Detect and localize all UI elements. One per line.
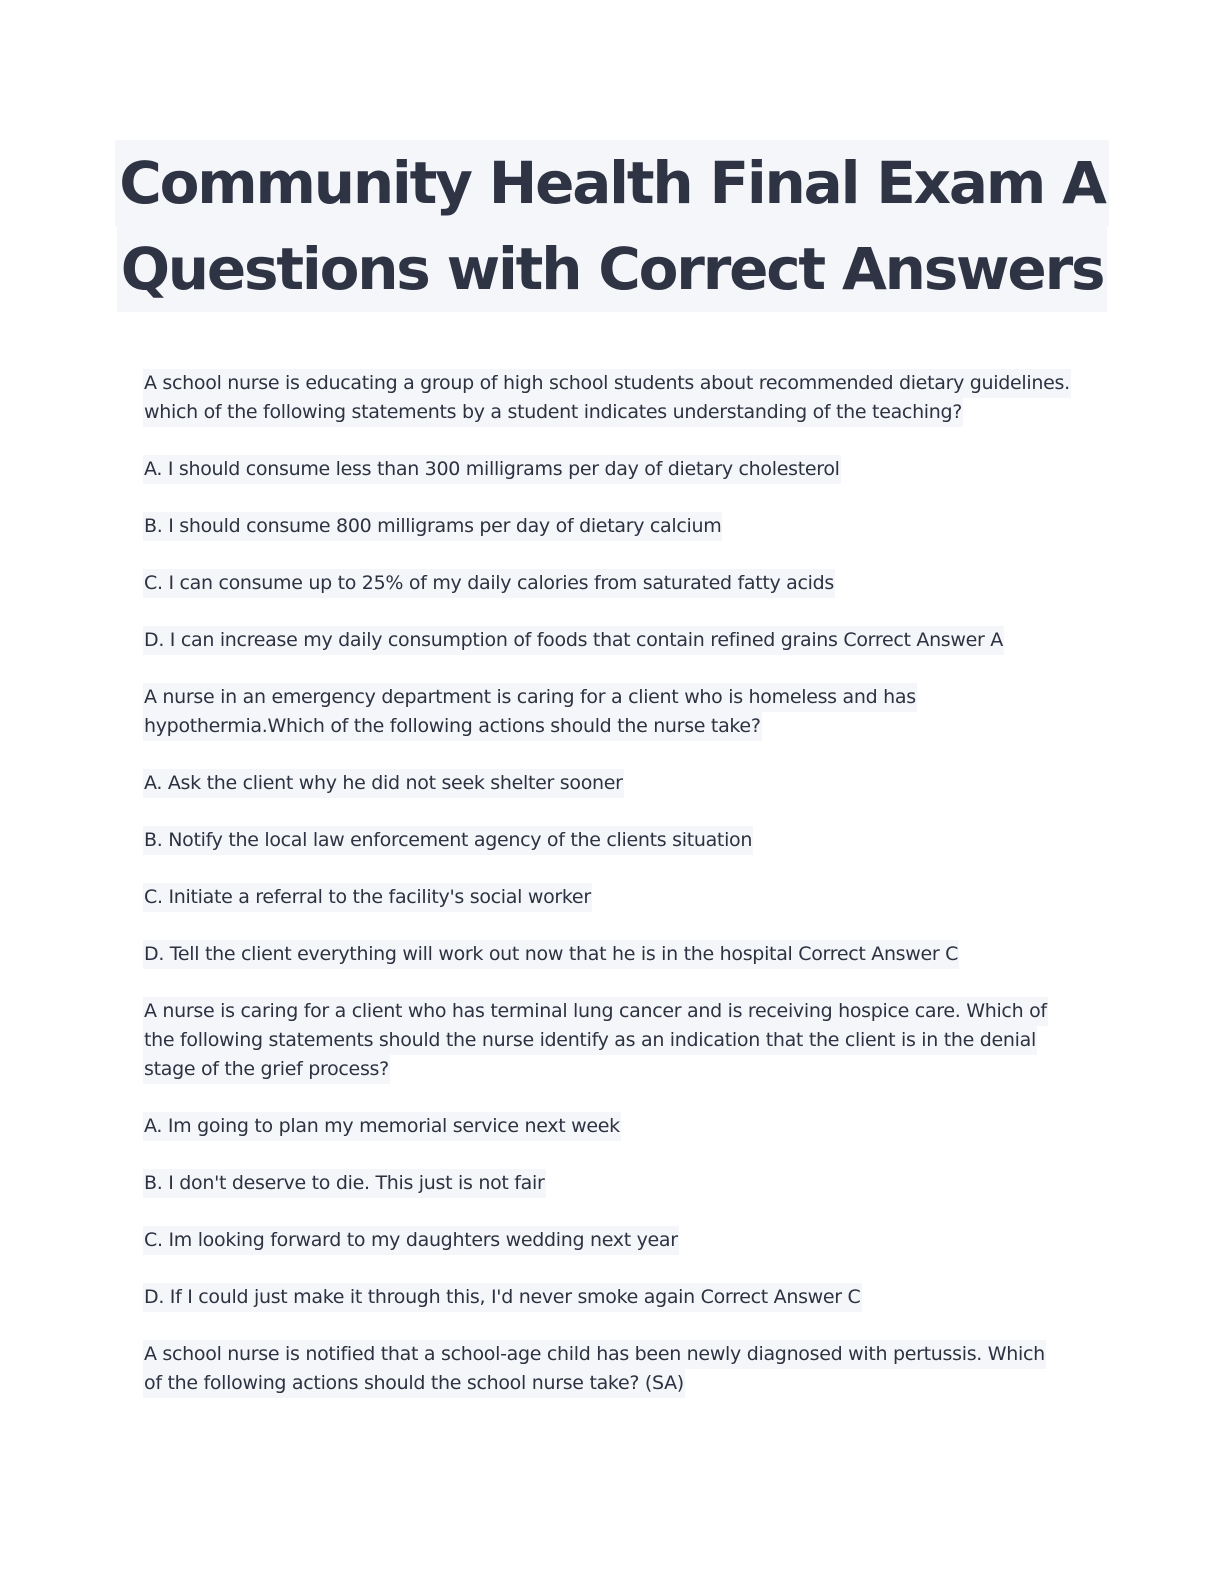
title-line-2: Questions with Correct Answers xyxy=(117,226,1108,312)
paragraph xyxy=(143,683,1078,741)
document-title xyxy=(0,140,1224,312)
paragraph-line: C. Initiate a referral to the facility's social worker xyxy=(143,883,592,912)
paragraph-line: A. Im going to plan my memorial service next week xyxy=(143,1112,621,1141)
paragraph-line: D. If I could just make it through this, I'd never smoke again Correct Answer C xyxy=(143,1283,862,1312)
paragraph xyxy=(143,997,1078,1084)
paragraph-line: stage of the grief process? xyxy=(143,1055,390,1084)
paragraph-line: C. Im looking forward to my daughters wedding next year xyxy=(143,1226,679,1255)
paragraph xyxy=(143,883,1078,912)
paragraph xyxy=(143,512,1078,541)
paragraph-line: A school nurse is notified that a school-age child has been newly diagnosed with pertussis. Which xyxy=(143,1340,1046,1369)
paragraph xyxy=(143,1112,1078,1141)
paragraph-line: B. Notify the local law enforcement agency of the clients situation xyxy=(143,826,753,855)
paragraph xyxy=(143,1169,1078,1198)
paragraph xyxy=(143,569,1078,598)
title-line-1: Community Health Final Exam A xyxy=(115,140,1108,226)
paragraph-line: hypothermia.Which of the following actions should the nurse take? xyxy=(143,712,762,741)
paragraph-line: which of the following statements by a student indicates understanding of the teaching? xyxy=(143,398,963,427)
paragraph xyxy=(143,369,1078,427)
paragraph xyxy=(143,769,1078,798)
paragraph-line: B. I don't deserve to die. This just is not fair xyxy=(143,1169,546,1198)
paragraph xyxy=(143,1340,1078,1398)
document-body xyxy=(143,369,1078,1426)
paragraph xyxy=(143,455,1078,484)
paragraph-line: C. I can consume up to 25% of my daily calories from saturated fatty acids xyxy=(143,569,835,598)
paragraph-line: the following statements should the nurse identify as an indication that the client is in the denial xyxy=(143,1026,1037,1055)
paragraph-line: A. I should consume less than 300 milligrams per day of dietary cholesterol xyxy=(143,455,841,484)
paragraph xyxy=(143,1226,1078,1255)
paragraph xyxy=(143,1283,1078,1312)
paragraph xyxy=(143,826,1078,855)
paragraph xyxy=(143,940,1078,969)
paragraph-line: D. I can increase my daily consumption of foods that contain refined grains Correct Answer A xyxy=(143,626,1004,655)
paragraph-line: A nurse is caring for a client who has terminal lung cancer and is receiving hospice care. Which of xyxy=(143,997,1048,1026)
paragraph-line: A school nurse is educating a group of high school students about recommended dietary guidelines. xyxy=(143,369,1071,398)
paragraph-line: of the following actions should the school nurse take? (SA) xyxy=(143,1369,685,1398)
paragraph-line: D. Tell the client everything will work out now that he is in the hospital Correct Answer C xyxy=(143,940,959,969)
paragraph-line: A nurse in an emergency department is caring for a client who is homeless and has xyxy=(143,683,917,712)
paragraph xyxy=(143,626,1078,655)
paragraph-line: A. Ask the client why he did not seek shelter sooner xyxy=(143,769,624,798)
paragraph-line: B. I should consume 800 milligrams per day of dietary calcium xyxy=(143,512,722,541)
